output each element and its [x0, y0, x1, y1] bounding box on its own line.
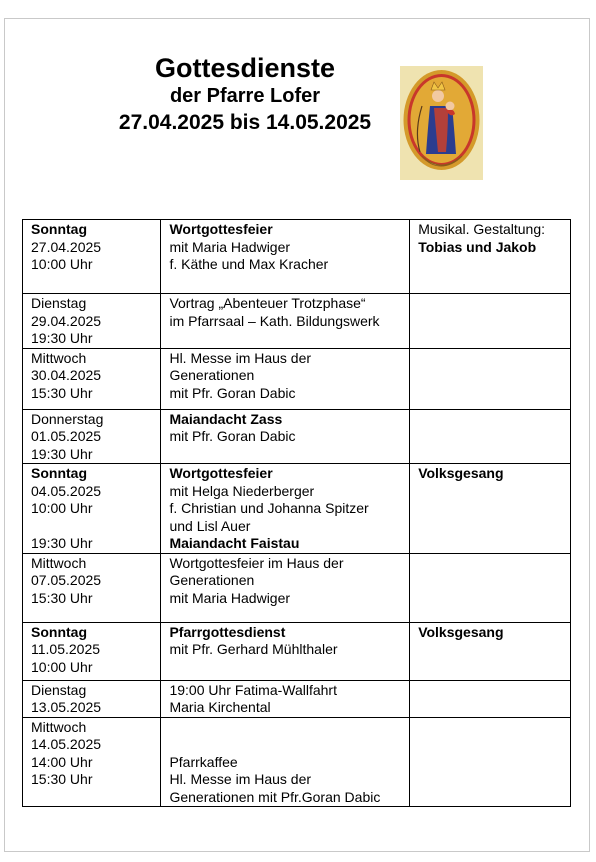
event-cell	[161, 294, 410, 349]
time: 10:00 Uhr	[31, 658, 93, 675]
event-line: mit Pfr. Goran Dabic	[169, 384, 296, 401]
weekday: Dienstag	[31, 295, 87, 311]
music-performers: Tobias und Jakob	[418, 238, 537, 255]
date-cell	[23, 348, 161, 409]
table-row	[23, 294, 571, 349]
event-line: Vortrag „Abenteuer Trotzphase“	[169, 295, 366, 311]
music-cell	[410, 553, 571, 622]
event-line: mit Maria Hadwiger	[169, 238, 291, 255]
table-row	[23, 220, 571, 294]
event-cell	[161, 680, 410, 717]
event-cell	[161, 409, 410, 464]
weekday: Sonntag	[31, 623, 87, 640]
weekday: Sonntag	[31, 221, 87, 237]
music-cell	[410, 680, 571, 717]
event-cell	[161, 464, 410, 554]
date-cell	[23, 680, 161, 717]
event-cell	[161, 717, 410, 807]
date: 27.04.2025	[31, 238, 102, 255]
date: 29.04.2025	[31, 312, 102, 329]
time: 10:00 Uhr	[31, 500, 93, 516]
time: 15:30 Uhr	[31, 589, 93, 606]
date-cell	[23, 294, 161, 349]
weekday: Mittwoch	[31, 718, 87, 735]
music-label: Volksgesang	[418, 623, 504, 640]
event-title: Maiandacht Zass	[169, 410, 283, 427]
date-cell	[23, 622, 161, 680]
table-row	[23, 622, 571, 680]
event-line: mit Pfr. Goran Dabic	[169, 428, 296, 444]
music-cell	[410, 220, 571, 294]
weekday: Mittwoch	[31, 349, 87, 366]
weekday: Donnerstag	[31, 410, 104, 427]
event-title: Wortgottesfeier	[169, 465, 273, 481]
event-line: Pfarrkaffee	[169, 753, 238, 770]
date: 04.05.2025	[31, 482, 102, 499]
event-line: f. Käthe und Max Kracher	[169, 256, 329, 272]
page-title: Gottesdienste	[154, 53, 336, 83]
time: 19:30 Uhr	[31, 535, 93, 551]
music-cell	[410, 294, 571, 349]
event-line: Hl. Messe im Haus der	[169, 771, 312, 787]
event-title: Wortgottesfeier	[169, 221, 273, 237]
event-line: mit Pfr. Gerhard Mühlthaler	[169, 641, 338, 657]
event-cell	[161, 553, 410, 622]
table-row	[23, 553, 571, 622]
date-cell	[23, 553, 161, 622]
music-cell	[410, 717, 571, 807]
event-cell	[161, 220, 410, 294]
title-block	[70, 52, 420, 136]
date: 11.05.2025	[31, 641, 101, 657]
weekday: Sonntag	[31, 465, 87, 481]
blank-line	[169, 736, 405, 754]
music-label: Musikal. Gestaltung:	[418, 221, 546, 237]
event-line: Generationen	[169, 367, 255, 383]
time: 19:30 Uhr	[31, 330, 93, 346]
date: 30.04.2025	[31, 367, 102, 383]
time: 10:00 Uhr	[31, 256, 93, 272]
weekday: Dienstag	[31, 681, 87, 698]
time: 19:30 Uhr	[31, 445, 93, 462]
date-cell	[23, 464, 161, 554]
music-cell	[410, 348, 571, 409]
music-cell	[410, 622, 571, 680]
table-row	[23, 348, 571, 409]
page-subtitle: der Pfarre Lofer	[169, 85, 321, 107]
event-line: mit Helga Niederberger	[169, 482, 315, 499]
blank-line	[31, 518, 156, 536]
event-line: im Pfarrsaal – Kath. Bildungswerk	[169, 312, 380, 329]
madonna-icon	[400, 66, 483, 180]
date: 01.05.2025	[31, 428, 102, 444]
event-line: Generationen mit Pfr.Goran Dabic	[169, 788, 381, 805]
event-line: 19:00 Uhr Fatima-Wallfahrt	[169, 681, 337, 698]
schedule-body	[23, 220, 571, 807]
date: 13.05.2025	[31, 699, 102, 715]
event-line: f. Christian und Johanna Spitzer	[169, 500, 369, 516]
event-title: Pfarrgottesdienst	[169, 623, 286, 640]
date-cell	[23, 717, 161, 807]
music-cell	[410, 409, 571, 464]
date-range: 27.04.2025 bis 14.05.2025	[118, 111, 372, 134]
music-label: Volksgesang	[418, 465, 504, 481]
table-row	[23, 464, 571, 554]
time: 14:00 Uhr	[31, 753, 93, 770]
event-line: Wortgottesfeier im Haus der	[169, 554, 344, 571]
weekday: Mittwoch	[31, 554, 87, 571]
table-row	[23, 717, 571, 807]
time: 15:30 Uhr	[31, 384, 93, 401]
table-row	[23, 409, 571, 464]
date-cell	[23, 409, 161, 464]
event-line: Maria Kirchental	[169, 699, 271, 715]
event-line: Hl. Messe im Haus der	[169, 349, 312, 366]
schedule-table	[22, 219, 571, 807]
time: 15:30 Uhr	[31, 771, 93, 787]
event-line: Generationen	[169, 572, 255, 588]
event-title: Maiandacht Faistau	[169, 535, 300, 551]
event-line: und Lisl Auer	[169, 517, 251, 534]
event-line: mit Maria Hadwiger	[169, 589, 291, 606]
music-cell	[410, 464, 571, 554]
date: 07.05.2025	[31, 572, 102, 588]
date: 14.05.2025	[31, 736, 102, 752]
table-row	[23, 680, 571, 717]
event-cell	[161, 348, 410, 409]
event-cell	[161, 622, 410, 680]
blank-line	[169, 719, 405, 737]
date-cell	[23, 220, 161, 294]
